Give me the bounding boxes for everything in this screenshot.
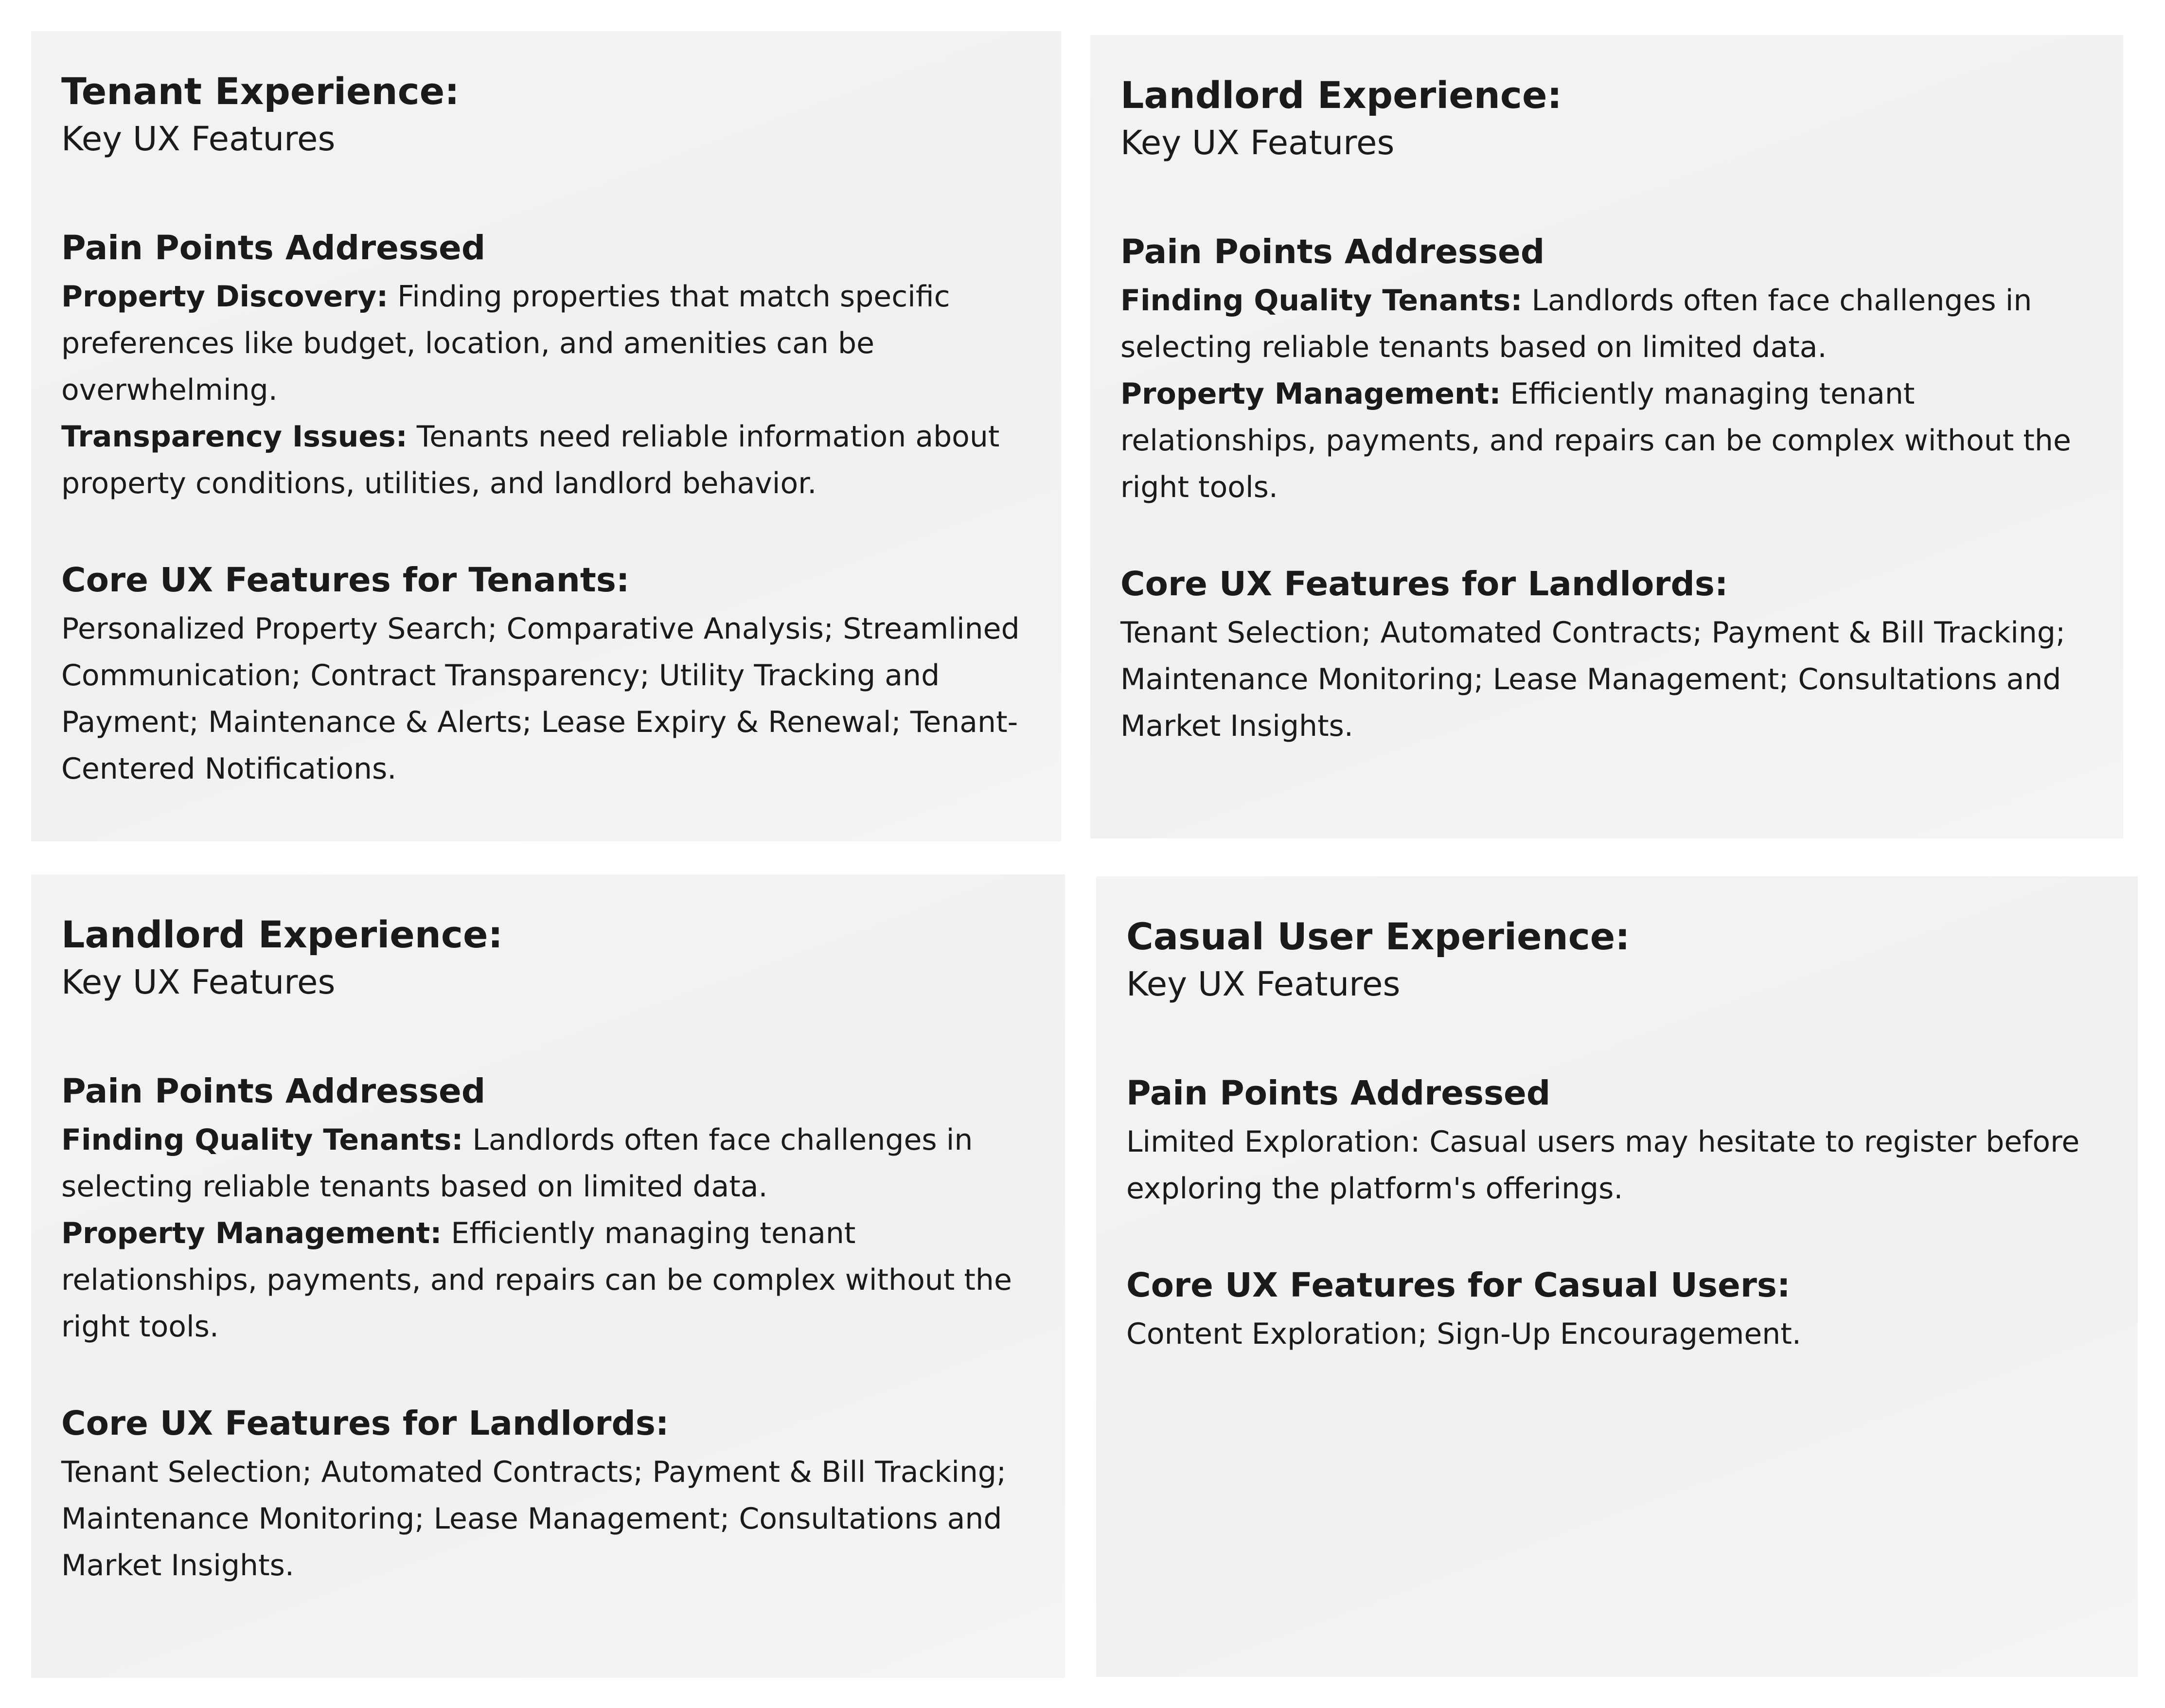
card-title: Tenant Experience:	[61, 70, 460, 113]
pain-point-item	[61, 1117, 1035, 1210]
pain-point-text: Efficiently managing tenant relationships, payments, and repairs can be complex without the right tools.	[1120, 377, 2071, 505]
card-subtitle: Key UX Features	[1120, 124, 1395, 163]
core-features-heading: Core UX Features for Tenants:	[61, 561, 630, 600]
pain-point-item	[1120, 277, 2093, 371]
card-title: Landlord Experience:	[61, 913, 503, 956]
tenant-experience-card	[31, 31, 1061, 841]
landlord-experience-card-duplicate	[31, 874, 1065, 1678]
pain-point-text: Efficiently managing tenant relationships, payments, and repairs can be complex without the right tools.	[61, 1216, 1012, 1344]
pain-point-text: Landlords often face challenges in selecting reliable tenants based on limited data.	[61, 1123, 973, 1204]
pain-points-heading: Pain Points Addressed	[61, 1072, 486, 1111]
core-features-text: Tenant Selection; Automated Contracts; Payment & Bill Tracking; Maintenance Monitoring; Lease Management; Consultations and Market Insights.	[61, 1455, 1007, 1583]
pain-point-label: Transparency Issues:	[61, 420, 408, 454]
pain-points-heading: Pain Points Addressed	[1120, 232, 1545, 272]
card-title: Landlord Experience:	[1120, 73, 1562, 117]
core-features-heading: Core UX Features for Landlords:	[61, 1404, 669, 1443]
pain-point-text: Limited Exploration: Casual users may hesitate to register before exploring the platform's offerings.	[1126, 1125, 2080, 1206]
pain-point-text: Tenants need reliable information about property conditions, utilities, and landlord behavior.	[61, 420, 1000, 501]
core-features-text: Tenant Selection; Automated Contracts; Payment & Bill Tracking; Maintenance Monitoring; Lease Management; Consultations and Market Insights.	[1120, 616, 2066, 744]
pain-point-label: Property Management:	[1120, 377, 1501, 411]
pain-points-heading: Pain Points Addressed	[61, 229, 486, 268]
casual-user-experience-card	[1096, 876, 2138, 1677]
pain-point-label: Property Management:	[61, 1216, 442, 1251]
pain-point-label: Finding Quality Tenants:	[61, 1123, 463, 1157]
pain-point-item	[1120, 371, 2093, 511]
pain-point-item	[61, 413, 1031, 507]
core-features-heading: Core UX Features for Landlords:	[1120, 565, 1728, 604]
pain-points-heading: Pain Points Addressed	[1126, 1074, 1551, 1113]
core-features-text: Content Exploration; Sign-Up Encouragement.	[1126, 1317, 1801, 1352]
card-subtitle: Key UX Features	[1126, 965, 1401, 1004]
card-subtitle: Key UX Features	[61, 120, 336, 159]
pain-point-label: Property Discovery:	[61, 280, 389, 314]
landlord-experience-card	[1090, 35, 2123, 838]
pain-point-item	[61, 1210, 1035, 1350]
pain-point-label: Finding Quality Tenants:	[1120, 284, 1523, 318]
card-subtitle: Key UX Features	[61, 963, 336, 1002]
card-title: Casual User Experience:	[1126, 915, 1630, 958]
pain-point-item	[1126, 1119, 2108, 1212]
pain-point-item	[61, 273, 1031, 413]
core-features-text: Personalized Property Search; Comparative Analysis; Streamlined Communication; Contract Transparency; Utility Tracking and Payment; Maintenance & Alerts; Lease Expiry & Renewal; Tenant-Centered Notifications.	[61, 612, 1020, 786]
core-features-heading: Core UX Features for Casual Users:	[1126, 1266, 1791, 1305]
pain-point-text: Finding properties that match specific preferences like budget, location, and amenities can be overwhelming.	[61, 280, 950, 408]
pain-point-text: Landlords often face challenges in selecting reliable tenants based on limited data.	[1120, 284, 2032, 365]
